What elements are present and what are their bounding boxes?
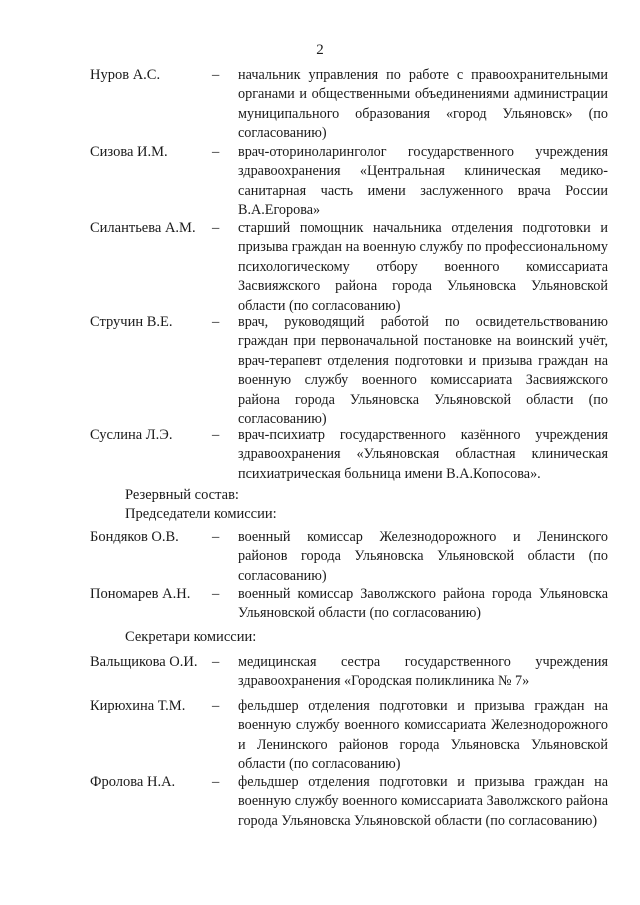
chairman-description: военный комиссар Заволжского района города Ульяновска Ульяновской области (по согласованию): [238, 586, 608, 622]
reserve-heading: Резервный состав:: [125, 487, 239, 503]
entry-dash: –: [212, 774, 220, 790]
member-name: Стручин В.Е.: [90, 314, 173, 330]
chairman-name: Бондяков О.В.: [90, 529, 179, 545]
entry-dash: –: [212, 220, 220, 236]
member-description: врач-психиатр государственного казённого учреждения здравоохранения «Ульяновская областная клиническая психиатрическая больница имени В.А.Копосова».: [238, 427, 608, 482]
secretary-description: медицинская сестра государственного учреждения здравоохранения «Городская поликлиника № 7»: [238, 654, 608, 690]
entry-dash: –: [212, 67, 220, 83]
secretary-description: фельдшер отделения подготовки и призыва граждан на военную службу военного комиссариата Заволжского района города Ульяновска Ульяновской области (по согласованию): [238, 774, 608, 829]
chairmen-heading: Председатели комиссии:: [125, 506, 277, 522]
entry-dash: –: [212, 698, 220, 714]
chairman-description: военный комиссар Железнодорожного и Ленинского районов города Ульяновска Ульяновской области (по согласованию): [238, 529, 608, 584]
entry-dash: –: [212, 529, 220, 545]
member-description: врач, руководящий работой по освидетельствованию граждан при первоначальной постановке на воинский учёт, врач-терапевт отделения подготовки и призыва граждан на военную службу военного комиссариата Засвияжского района города Ульяновска Ульяновской области (по согласованию): [238, 314, 608, 428]
member-description: начальник управления по работе с правоохранительными органами и общественными объединениями администрации муниципального образования «город Ульяновск» (по согласованию): [238, 67, 608, 142]
entry-dash: –: [212, 314, 220, 330]
secretary-name: Фролова Н.А.: [90, 774, 176, 790]
secretary-name: Кирюхина Т.М.: [90, 698, 186, 714]
page-number: 2: [316, 42, 324, 58]
member-description: врач-оториноларинголог государственного учреждения здравоохранения «Центральная клиническая медико-санитарная часть имени заслуженного врача России В.А.Егорова»: [238, 144, 608, 219]
entry-dash: –: [212, 654, 220, 670]
member-name: Сизова И.М.: [90, 144, 168, 160]
member-name: Силантьева А.М.: [90, 220, 196, 236]
member-name: Суслина Л.Э.: [90, 427, 173, 443]
entry-dash: –: [212, 144, 220, 160]
chairman-name: Пономарев А.Н.: [90, 586, 191, 602]
entry-dash: –: [212, 427, 220, 443]
secretary-description: фельдшер отделения подготовки и призыва граждан на военную службу военного комиссариата Железнодорожного и Ленинского районов города Ульяновска Ульяновской области (по согласованию): [238, 698, 608, 773]
secretaries-heading: Секретари комиссии:: [125, 629, 257, 645]
member-name: Нуров А.С.: [90, 67, 161, 83]
member-description: старший помощник начальника отделения подготовки и призыва граждан на военную службу по профессиональному психологическому отбору военного комиссариата Засвияжского района города Ульяновска Ульяновской области (по согласованию): [238, 220, 608, 314]
entry-dash: –: [212, 586, 220, 602]
secretary-name: Вальщикова О.И.: [90, 654, 198, 670]
